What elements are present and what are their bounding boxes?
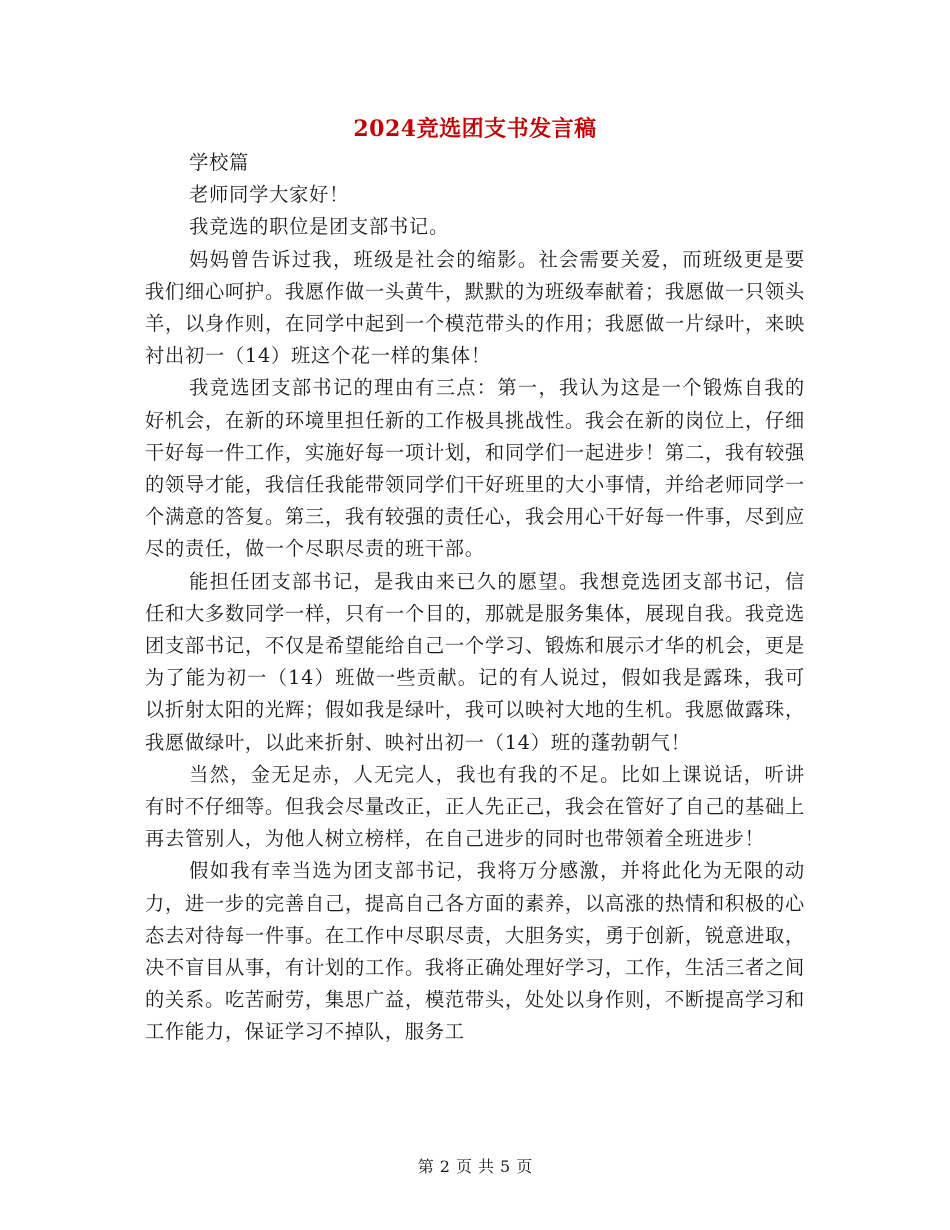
document-title: 2024竞选团支书发言稿 xyxy=(353,116,597,142)
footer-label: 共 xyxy=(478,1157,495,1176)
body-paragraph: 当然，金无足赤，人无完人，我也有我的不足。比如上课说话，听讲有时不仔细等。但我会尽量改正，正人先正己，我会在管好了自己的基础上再去管别人，为他人树立榜样，在自己进步的同时也带领着全班进步！ xyxy=(145,762,805,851)
body-paragraph: 能担任团支部书记，是我由来已久的愿望。我想竞选团支部书记，信任和大多数同学一样，只有一个目的，那就是服务集体，展现自我。我竞选团支部书记，不仅是希望能给自己一个学习、锻炼和展示才华的机会，更是为了能为初一（14）班做一些贡献。记的有人说过，假如我是露珠，我可以折射太阳的光辉；假如我是绿叶，我可以映衬大地的生机。我愿做露珠，我愿做绿叶，以此来折射、映衬出初一（14）班的蓬勃朝气！ xyxy=(145,569,805,754)
footer-label: 页 xyxy=(455,1157,472,1176)
body-paragraph: 妈妈曾告诉过我，班级是社会的缩影。社会需要关爱，而班级更是要我们细心呵护。我愿作做一头黄牛，默默的为班级奉献着；我愿做一只领头羊，以身作则，在同学中起到一个模范带头的作用；我愿做一片绿叶，来映衬出初一（14）班这个花一样的集体！ xyxy=(145,247,805,368)
total-page-count: 5 xyxy=(500,1157,511,1176)
position-paragraph: 我竞选的职位是团支部书记。 xyxy=(189,215,449,239)
section-heading: 学校篇 xyxy=(189,151,250,174)
body-paragraph: 假如我有幸当选为团支部书记，我将万分感激，并将此化为无限的动力，进一步的完善自己，提高自己各方面的素养，以高涨的热情和积极的心态去对待每一件事。在工作中尽职尽责，大胆务实，勇于创新，锐意进取，决不盲目从事，有计划的工作。我将正确处理好学习，工作，生活三者之间的关系。吃苦耐劳，集思广益，模范带头，处处以身作则，不断提高学习和工作能力，保证学习不掉队，服务工 xyxy=(145,859,805,1044)
document-body xyxy=(145,147,805,1049)
current-page-number: 2 xyxy=(439,1157,450,1176)
page-footer xyxy=(0,1154,950,1177)
footer-label: 第 xyxy=(417,1157,434,1176)
footer-label: 页 xyxy=(516,1157,533,1176)
greeting-paragraph: 老师同学大家好！ xyxy=(189,183,350,207)
body-paragraph: 我竞选团支部书记的理由有三点：第一，我认为这是一个锻炼自我的好机会，在新的环境里担任新的工作极具挑战性。我会在新的岗位上，仔细干好每一件工作，实施好每一项计划，和同学们一起进步！第二，我有较强的领导才能，我信任我能带领同学们干好班里的大小事情，并给老师同学一个满意的答复。第三，我有较强的责任心，我会用心干好每一件事，尽到应尽的责任，做一个尽职尽责的班干部。 xyxy=(145,376,805,561)
